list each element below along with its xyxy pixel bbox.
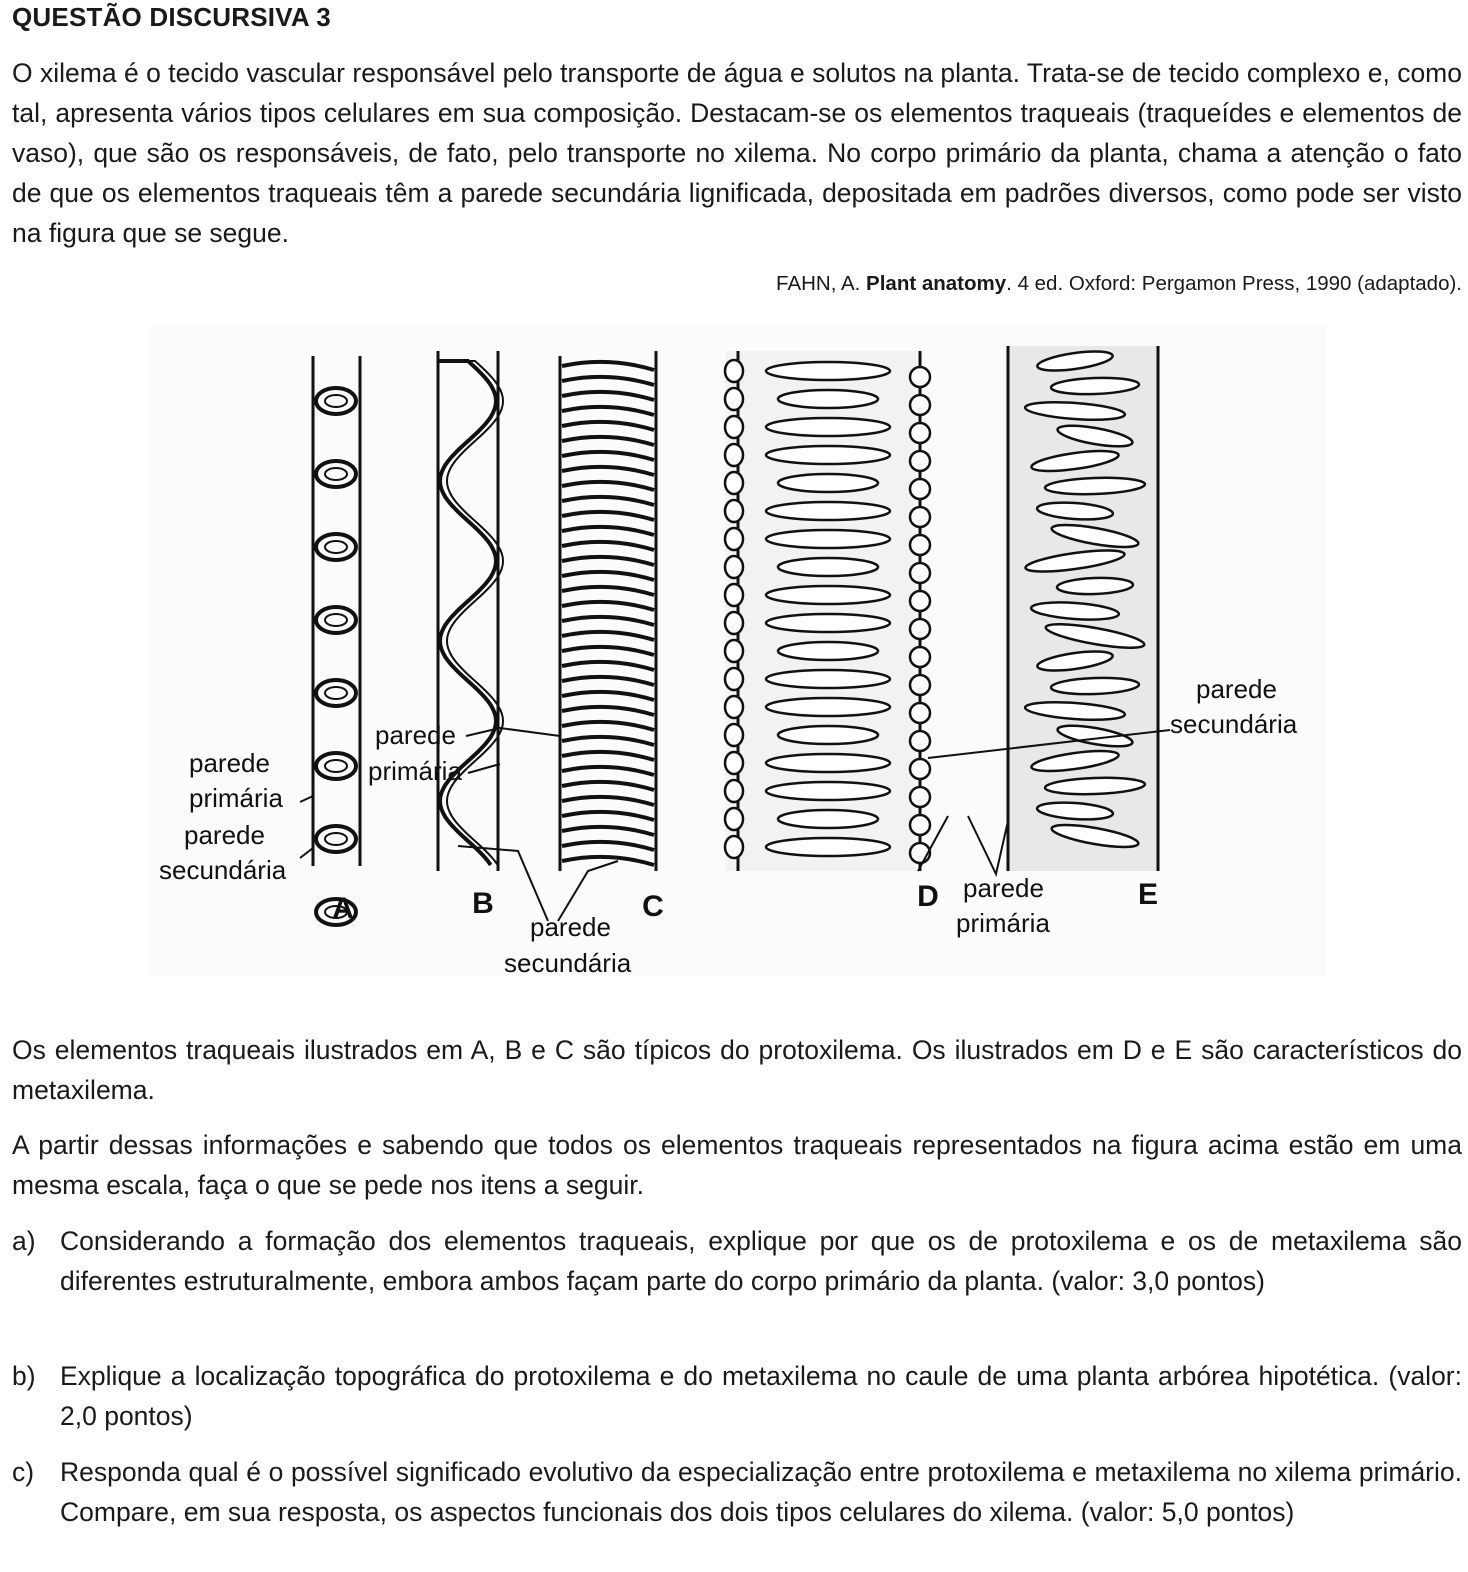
item-b-text: Explique a localização topográfica do protoxilema e do metaxilema no caule de uma planta arbórea hipotética. (valor: 2,0 pontos) [60, 1361, 1462, 1431]
element-d-drawing [725, 351, 930, 871]
wall-pit-right [910, 423, 930, 443]
scalariform-pit [778, 474, 878, 492]
wall-pit-right [910, 815, 930, 835]
wall-pit-left [725, 444, 743, 466]
citation-prefix: FAHN, A. [776, 272, 867, 295]
label-a-primaria: primária [189, 783, 283, 813]
scalariform-pit [766, 754, 890, 772]
wall-pit-left [725, 500, 743, 522]
item-c [12, 1452, 1462, 1532]
letter-a: A [332, 892, 354, 925]
element-e-drawing [1008, 346, 1158, 871]
item-c-label: c) [12, 1457, 35, 1487]
wall-pit-right [910, 563, 930, 583]
wall-pit-right [910, 731, 930, 751]
wall-pit-right [910, 507, 930, 527]
citation [776, 272, 1462, 296]
wall-pit-right [910, 451, 930, 471]
wall-pit-right [910, 591, 930, 611]
wall-pit-left [725, 668, 743, 690]
scalariform-pit [766, 838, 890, 856]
label-bc-parede: parede [530, 912, 611, 942]
wall-pit-left [725, 808, 743, 830]
scalariform-pit [766, 670, 890, 688]
label-bc-secundaria: secundária [504, 948, 632, 976]
scalariform-pit [766, 362, 890, 380]
letter-d: D [917, 880, 939, 913]
scalariform-pit [766, 586, 890, 604]
wall-pit-left [725, 360, 743, 382]
letter-b: B [472, 887, 494, 920]
wall-pit-left [725, 472, 743, 494]
wall-pit-right [910, 395, 930, 415]
wall-pit-right [910, 787, 930, 807]
wall-pit-right [910, 759, 930, 779]
scalariform-pit [778, 642, 878, 660]
letter-c: C [642, 890, 664, 923]
item-b-label: b) [12, 1361, 36, 1391]
item-a-label: a) [12, 1226, 36, 1256]
label-e-secundaria: secundária [1170, 709, 1298, 739]
citation-title: Plant anatomy [866, 272, 1007, 295]
scalariform-pit [766, 614, 890, 632]
paragraph-3: A partir dessas informações e sabendo que todos os elementos traqueais representados na figura acima estão em uma mesma escala, faça o que se pede nos itens a seguir. [12, 1130, 1462, 1200]
wall-pit-left [725, 752, 743, 774]
label-a-parede-secundaria-1: parede [184, 820, 265, 850]
label-e-parede: parede [1196, 674, 1277, 704]
wall-pit-left [725, 584, 743, 606]
label-de-primaria: primária [956, 908, 1050, 938]
label-de-parede: parede [963, 873, 1044, 903]
wall-pit-left [725, 556, 743, 578]
wall-pit-right [910, 479, 930, 499]
scalariform-pit [778, 558, 878, 576]
wall-pit-left [725, 528, 743, 550]
scalariform-pit [766, 502, 890, 520]
scalariform-pit [766, 782, 890, 800]
wall-pit-left [725, 612, 743, 634]
scalariform-pit [766, 446, 890, 464]
wall-pit-right [910, 675, 930, 695]
wall-pit-right [910, 647, 930, 667]
intro-paragraph: O xilema é o tecido vascular responsável pelo transporte de água e solutos na planta. Trata-se de tecido complexo e, como tal, apresenta vários tipos celulares em sua composição. Destacam-se os elementos traqueais (traqueídes e elementos de vaso), que são os responsáveis, de fato, pelo transporte no xilema. No corpo primário da planta, chama a atenção o fato de que os elementos traqueais têm a parede secundária lignificada, depositada em padrões diversos, como pode ser visto na figura que se segue. [12, 58, 1462, 248]
wall-pit-left [725, 640, 743, 662]
scalariform-pit [766, 698, 890, 716]
paragraph-2: Os elementos traqueais ilustrados em A, B e C são típicos do protoxilema. Os ilustrados em D e E são característicos do metaxilema. [12, 1035, 1462, 1105]
wall-pit-left [725, 780, 743, 802]
scalariform-pit [778, 726, 878, 744]
label-a-secundaria: secundária [159, 855, 287, 885]
letter-e: E [1137, 878, 1159, 911]
wall-pit-right [910, 367, 930, 387]
label-b-parede: parede [375, 720, 456, 750]
scalariform-pit [766, 418, 890, 436]
item-c-text: Responda qual é o possível significado evolutivo da especialização entre protoxilema e metaxilema no xilema primário. Compare, em sua resposta, os aspectos funcionais dos dois tipos celulares do xilema. (valor: 5,0 pontos) [60, 1457, 1462, 1527]
scalariform-pit [766, 530, 890, 548]
scalariform-pit [778, 390, 878, 408]
wall-pit-right [910, 619, 930, 639]
wall-pit-left [725, 724, 743, 746]
wall-pit-left [725, 836, 743, 858]
label-b-primaria: primária [368, 756, 462, 786]
wall-pit-left [725, 696, 743, 718]
wall-pit-right [910, 535, 930, 555]
wall-pit-right [910, 703, 930, 723]
item-a-text: Considerando a formação dos elementos traqueais, explique por que os de protoxilema e os de metaxilema são diferentes estruturalmente, embora ambos façam parte do corpo primário da planta. (valor: 3,0 pontos) [60, 1226, 1462, 1296]
wall-pit-left [725, 416, 743, 438]
citation-suffix: . 4 ed. Oxford: Pergamon Press, 1990 (adaptado). [1006, 272, 1462, 295]
label-a-parede-primaria-1: parede [189, 748, 270, 778]
xylem-figure [148, 326, 1326, 976]
item-b [12, 1356, 1462, 1436]
scalariform-pit [778, 810, 878, 828]
wall-pit-left [725, 388, 743, 410]
item-a [12, 1221, 1462, 1301]
question-title: QUESTÃO DISCURSIVA 3 [12, 2, 331, 32]
